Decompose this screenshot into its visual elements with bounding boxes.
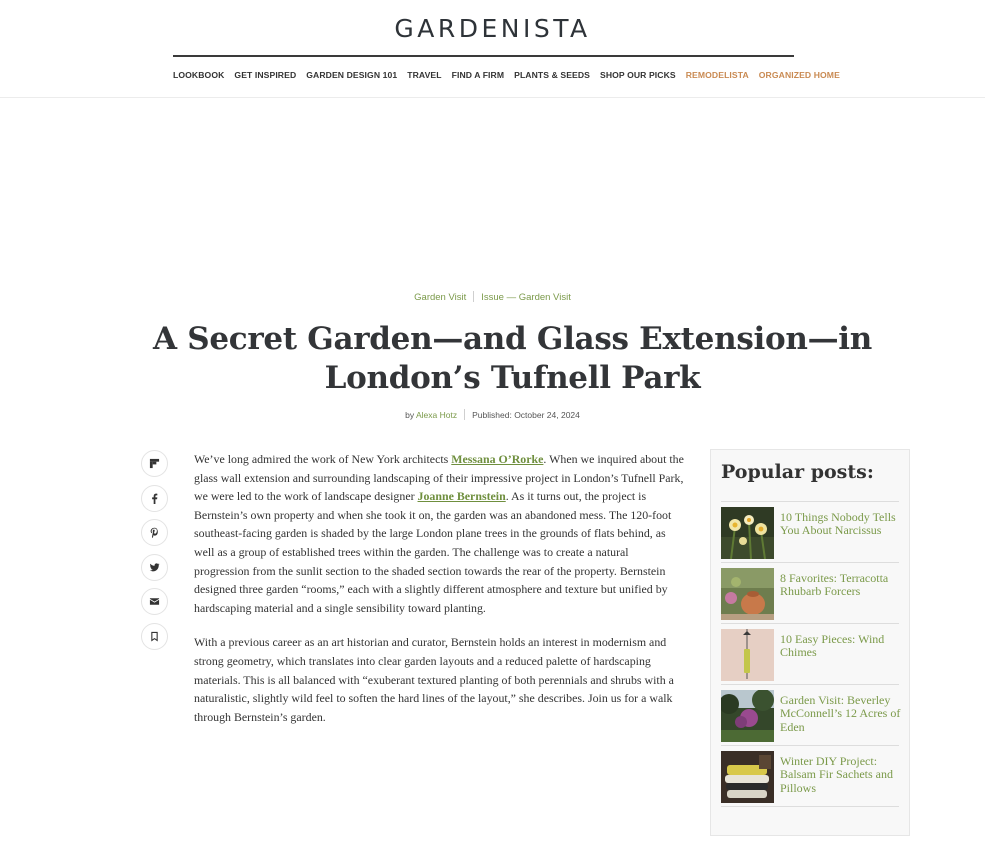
- popular-posts-widget: [710, 449, 910, 836]
- byline-divider: [464, 409, 465, 420]
- published-label: Published:: [472, 410, 512, 420]
- p1-text-2: . When we inquired about the glass wall extension and surrounding landscaping of their impressive project in London’s Tufnell Park, we were led to the work of landscape designer: [194, 452, 684, 504]
- balsam-pillows-thumbnail[interactable]: [721, 751, 774, 803]
- pinterest-share-button[interactable]: [141, 519, 168, 546]
- flipboard-share-button[interactable]: [141, 450, 168, 477]
- category-link[interactable]: Garden Visit: [414, 292, 467, 303]
- pinterest-icon: [149, 527, 160, 538]
- popular-post-item[interactable]: [721, 685, 899, 746]
- article-title: A Secret Garden—and Glass Extension—in London’s Tufnell Park: [152, 321, 872, 396]
- flipboard-icon: [149, 458, 160, 469]
- popular-post-item[interactable]: [721, 746, 899, 807]
- site-header: [0, 0, 985, 98]
- popular-post-item[interactable]: [721, 624, 899, 685]
- popular-post-title[interactable]: Garden Visit: Beverley McConnell’s 12 Acres of Eden: [780, 693, 901, 734]
- nav-item-get-inspired[interactable]: GET INSPIRED: [234, 70, 297, 80]
- logo-divider: [173, 55, 794, 57]
- p1-text-1: We’ve long admired the work of New York architects: [194, 452, 452, 466]
- popular-post-item[interactable]: [721, 502, 899, 563]
- article-categories: [0, 291, 985, 303]
- twitter-share-button[interactable]: [141, 554, 168, 581]
- joanne-bernstein-link[interactable]: Joanne Bernstein: [417, 489, 506, 504]
- byline-prefix: by: [405, 410, 415, 420]
- article-paragraph: With a previous career as an art historian and curator, Bernstein holds an interest in modernism and strong geometry, which translates into clear garden layouts and a reduced palette of hardscaping materials. This is all balanced with “exuberant textured planting of both perennials and shrubs with a naturalistic, slightly wild feel to soften the hard lines of the layout,” she describes. Join us for a walk through Bernstein’s garden.: [194, 635, 674, 724]
- article-paragraph: [194, 450, 686, 617]
- rhubarb-forcer-thumbnail[interactable]: [721, 568, 774, 620]
- author-link[interactable]: Alexa Hotz: [416, 410, 458, 420]
- nav-item-garden-design-101[interactable]: GARDEN DESIGN 101: [306, 70, 398, 80]
- issue-link[interactable]: Issue — Garden Visit: [481, 292, 571, 303]
- popular-post-item[interactable]: [721, 563, 899, 624]
- facebook-icon: [149, 493, 160, 504]
- p1-text-3: . As it turns out, the project is Bernstein’s own property and when she took it on, the garden was an abandoned mess. The 120-foot southeast-facing garden is shaded by the large London plane trees in the grounds of flats behind, as well as a group of established trees within the garden. The challenge was to create a natural progression from the sunlit section to the shaded section towards the rear of the property. Bernstein designed three garden “rooms,” each with a slightly different atmosphere and texture but unified by hardscaping material and a single sensibility toward planting.: [194, 489, 672, 615]
- nav-item-lookbook[interactable]: LOOKBOOK: [173, 70, 225, 80]
- messana-ororke-link[interactable]: Messana O’Rorke: [451, 452, 544, 466]
- article-body: [194, 450, 686, 742]
- nav-item-organized-home[interactable]: ORGANIZED HOME: [758, 70, 840, 80]
- bookmark-button[interactable]: [141, 623, 168, 650]
- nav-item-plants-seeds[interactable]: PLANTS & SEEDS: [514, 70, 590, 80]
- nav-item-remodelista[interactable]: REMODELISTA: [685, 70, 749, 80]
- email-icon: [149, 596, 160, 607]
- byline: [0, 409, 985, 420]
- twitter-icon: [149, 562, 160, 573]
- popular-post-title[interactable]: Winter DIY Project: Balsam Fir Sachets and Pillows: [780, 754, 893, 795]
- nav-item-find-a-firm[interactable]: FIND A FIRM: [451, 70, 505, 80]
- bookmark-icon: [149, 631, 160, 642]
- popular-post-title[interactable]: 10 Easy Pieces: Wind Chimes: [780, 632, 885, 660]
- popular-post-title[interactable]: 10 Things Nobody Tells You About Narcissus: [780, 510, 896, 538]
- nav-item-shop-our-picks[interactable]: SHOP OUR PICKS: [600, 70, 676, 80]
- popular-posts-heading: Popular posts:: [721, 461, 874, 483]
- facebook-share-button[interactable]: [141, 485, 168, 512]
- share-rail: [141, 450, 168, 657]
- popular-post-title[interactable]: 8 Favorites: Terracotta Rhubarb Forcers: [780, 571, 889, 599]
- main-nav: [173, 70, 840, 80]
- nav-item-travel[interactable]: TRAVEL: [407, 70, 442, 80]
- garden-visit-thumbnail[interactable]: [721, 690, 774, 742]
- email-share-button[interactable]: [141, 588, 168, 615]
- wind-chime-thumbnail[interactable]: [721, 629, 774, 681]
- popular-posts-list: [721, 501, 899, 807]
- category-divider: [473, 291, 474, 302]
- site-logo[interactable]: GARDENISTA: [394, 14, 591, 43]
- published-date: October 24, 2024: [514, 410, 580, 420]
- narcissus-thumbnail[interactable]: [721, 507, 774, 559]
